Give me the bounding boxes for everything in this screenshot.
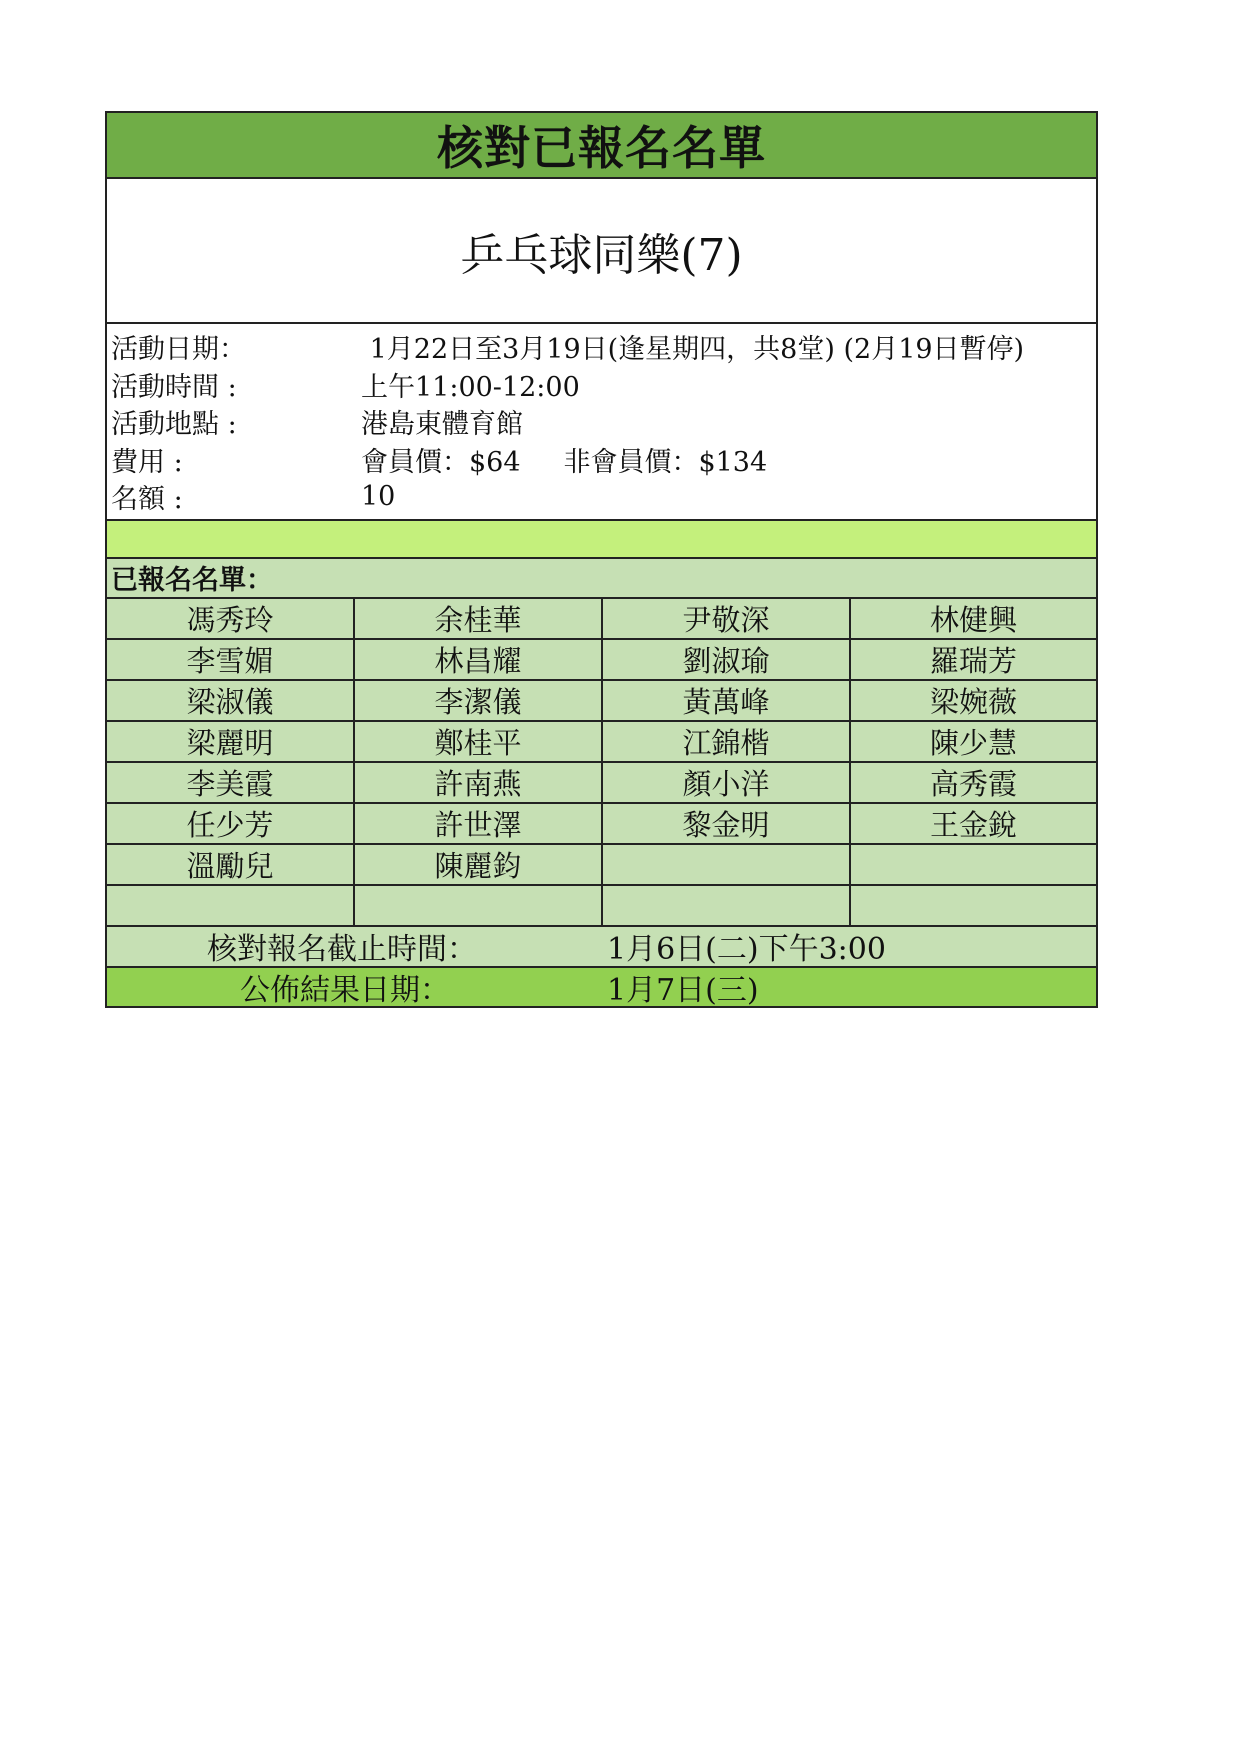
name-cell: 黃萬峰 (603, 681, 851, 722)
info-row-quota (111, 478, 1096, 516)
name-cell: 林健興 (851, 599, 1096, 640)
result-date-value: 1月7日(三) (607, 972, 759, 1008)
name-cell: 許世澤 (355, 804, 603, 845)
info-label: 費用 : (111, 446, 183, 478)
name-cell (851, 886, 1096, 927)
info-row-fee (111, 441, 1096, 479)
info-value: 會員價：$64 非會員價：$134 (361, 446, 768, 478)
name-cell: 鄭桂平 (355, 722, 603, 763)
name-cell: 任少芳 (107, 804, 355, 845)
name-cell: 許南燕 (355, 763, 603, 804)
name-cell (355, 886, 603, 927)
name-cell: 王金銳 (851, 804, 1096, 845)
deadline-label: 核對報名截止時間： (207, 932, 477, 967)
name-cell: 高秀霞 (851, 763, 1096, 804)
name-cell: 梁麗明 (107, 722, 355, 763)
info-row-venue (111, 403, 1096, 441)
name-cell: 陳麗鈞 (355, 845, 603, 886)
info-label: 活動時間 : (111, 371, 237, 403)
info-label: 名額 : (111, 484, 183, 516)
activity-name: 乒乓球同樂(7) (107, 179, 1096, 324)
name-cell: 黎金明 (603, 804, 851, 845)
info-row-time (111, 366, 1096, 404)
name-cell: 余桂華 (355, 599, 603, 640)
result-date-label: 公佈結果日期： (240, 972, 450, 1008)
spacer-row (107, 521, 1096, 559)
name-cell (107, 886, 355, 927)
info-value: 港島東體育館 (361, 409, 523, 441)
name-cell: 梁婉薇 (851, 681, 1096, 722)
deadline-value: 1月6日(二)下午3:00 (607, 932, 886, 967)
name-cell: 李美霞 (107, 763, 355, 804)
name-cell: 尹敬深 (603, 599, 851, 640)
activity-info (107, 324, 1096, 521)
name-cell: 梁淑儀 (107, 681, 355, 722)
info-value: 10 (361, 481, 396, 513)
registration-sheet (105, 111, 1098, 1008)
name-cell: 江錦楷 (603, 722, 851, 763)
name-cell (851, 845, 1096, 886)
name-cell (603, 886, 851, 927)
name-cell: 陳少慧 (851, 722, 1096, 763)
name-cell: 李潔儀 (355, 681, 603, 722)
name-cell: 李雪媚 (107, 640, 355, 681)
sheet-title: 核對已報名名單 (107, 113, 1096, 179)
info-value: 1月22日至3月19日(逢星期四，共8堂) (2月19日暫停) (361, 334, 1025, 366)
deadline-row (107, 927, 1096, 968)
info-row-date (111, 328, 1096, 366)
result-date-row (107, 968, 1096, 1006)
name-cell: 馮秀玲 (107, 599, 355, 640)
names-grid (107, 599, 1096, 927)
name-cell: 溫勵兒 (107, 845, 355, 886)
list-header: 已報名名單： (107, 559, 1096, 599)
info-value: 上午11:00-12:00 (361, 371, 580, 403)
name-cell: 羅瑞芳 (851, 640, 1096, 681)
name-cell (603, 845, 851, 886)
name-cell: 劉淑瑜 (603, 640, 851, 681)
info-label: 活動地點 : (111, 409, 237, 441)
name-cell: 顏小洋 (603, 763, 851, 804)
info-label: 活動日期： (111, 334, 246, 366)
name-cell: 林昌耀 (355, 640, 603, 681)
